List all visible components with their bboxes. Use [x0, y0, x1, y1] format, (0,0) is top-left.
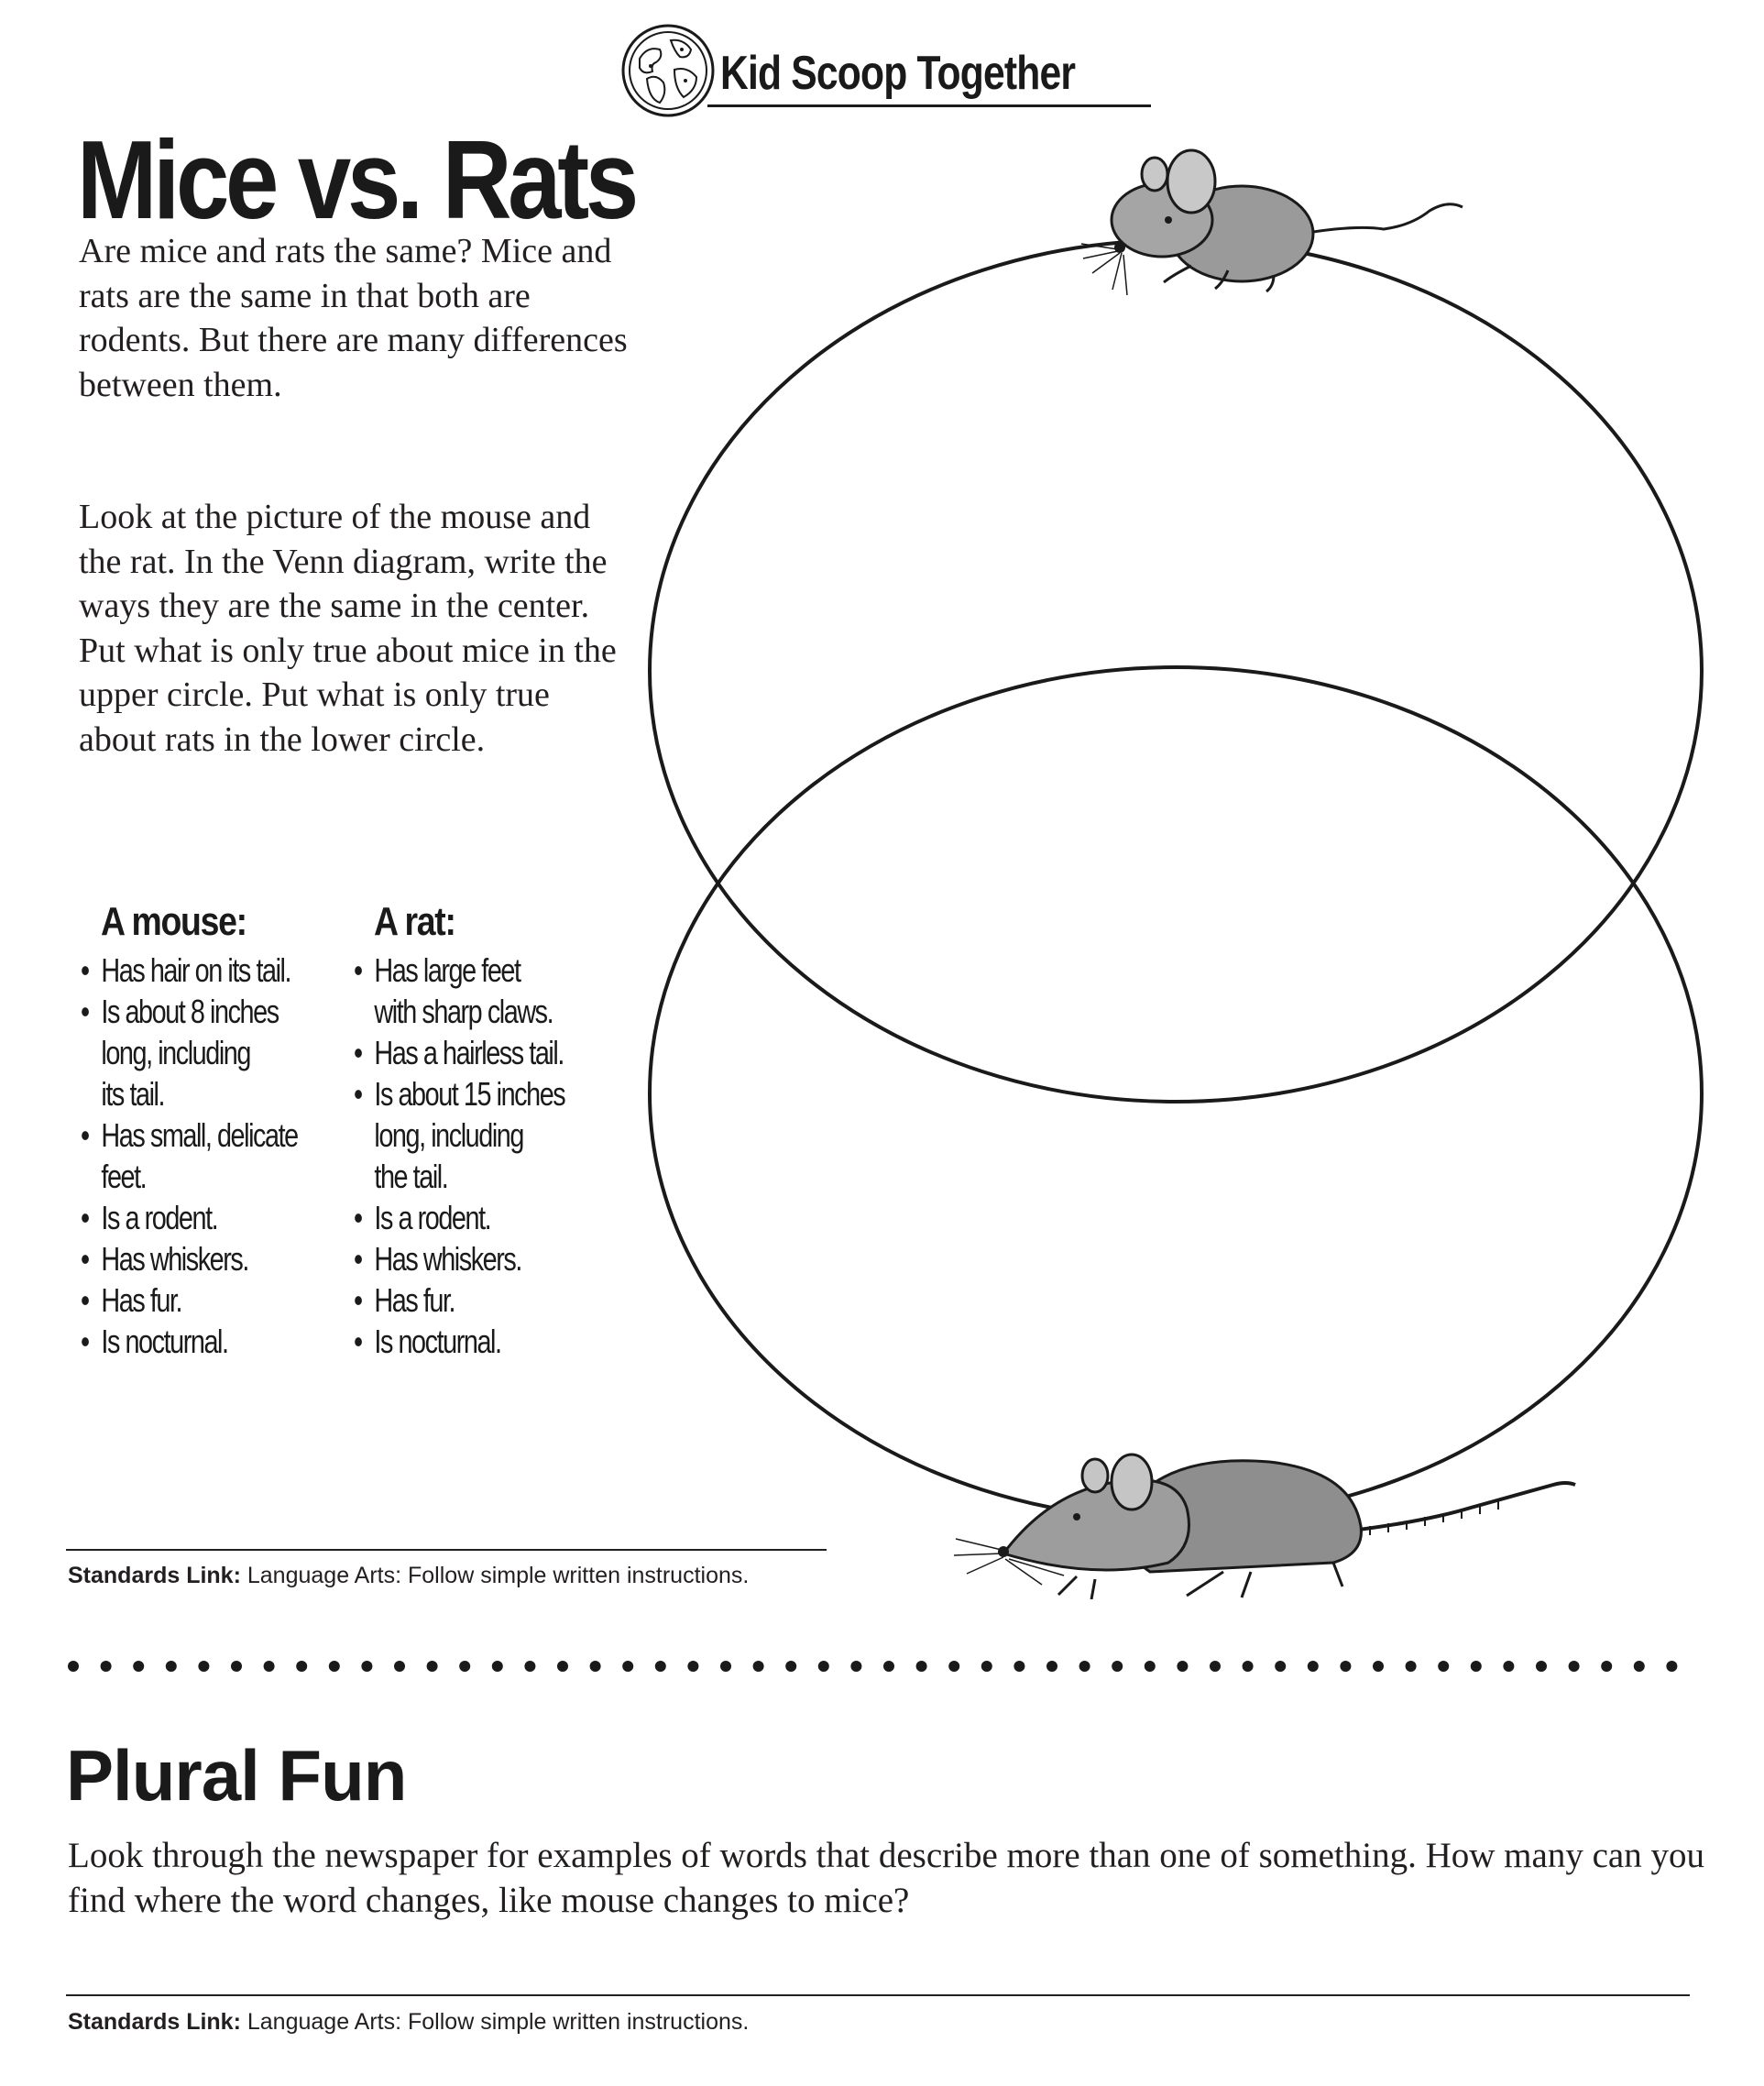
list-item-continued: long, including [101, 1034, 250, 1071]
divider-dot [296, 1661, 307, 1672]
divider-dot [459, 1661, 470, 1672]
list-item: • Has whiskers. [354, 1238, 564, 1279]
divider-dot [264, 1661, 275, 1672]
list-item: • Has a hairless tail. [354, 1032, 564, 1073]
dotted-divider [66, 1655, 1697, 1677]
list-item: • Is nocturnal. [81, 1321, 298, 1362]
mouse-illustration [1054, 128, 1466, 312]
rat-facts [354, 898, 618, 1362]
standards-rule [66, 1994, 1690, 1996]
standards-link [68, 1563, 749, 1589]
mouse-fact-list [81, 950, 352, 1362]
globe-faces-icon [619, 22, 717, 119]
standards-link [68, 2009, 749, 2036]
lower-circle-rats[interactable] [650, 667, 1702, 1520]
intro-paragraph: Are mice and rats the same? Mice and rats are the same in that both are rodents. But there are many differences between them. [79, 232, 628, 404]
list-item-continued: feet. [101, 1158, 147, 1195]
rat-illustration [948, 1416, 1581, 1599]
divider-dot [948, 1661, 959, 1672]
divider-dot [394, 1661, 405, 1672]
divider-dot [655, 1661, 666, 1672]
standards-text: Language Arts: Follow simple written instructions. [240, 1563, 750, 1588]
list-item: • Is a rodent. [354, 1197, 564, 1238]
list-item: • Has hair on its tail. [81, 950, 298, 991]
divider-dot [68, 1661, 79, 1672]
venn-diagram [641, 238, 1714, 1521]
divider-dot [850, 1661, 861, 1672]
divider-dot [1406, 1661, 1417, 1672]
divider-dot [1145, 1661, 1156, 1672]
divider-dot [1013, 1661, 1024, 1672]
divider-dot [133, 1661, 144, 1672]
divider-dot [329, 1661, 340, 1672]
list-item: • Has fur. [354, 1279, 564, 1321]
divider-dot [557, 1661, 568, 1672]
divider-dot [1079, 1661, 1090, 1672]
divider-dot [1438, 1661, 1449, 1672]
divider-dot [231, 1661, 242, 1672]
divider-dot [1308, 1661, 1319, 1672]
divider-dot [1503, 1661, 1514, 1672]
divider-dot [818, 1661, 829, 1672]
plural-fun-title: Plural Fun [66, 1735, 407, 1816]
list-item: • Has whiskers. [81, 1238, 298, 1279]
standards-text: Language Arts: Follow simple written instructions. [240, 2009, 750, 2035]
divider-dot [1243, 1661, 1254, 1672]
divider-dot [1536, 1661, 1547, 1672]
divider-dot [101, 1661, 112, 1672]
list-item: • Is about 8 inches [81, 991, 298, 1032]
page-title: Mice vs. Rats [77, 117, 635, 242]
mouse-facts [81, 898, 352, 1362]
divider-dot [1666, 1661, 1677, 1672]
divider-dot [1275, 1661, 1286, 1672]
divider-dot [687, 1661, 698, 1672]
divider-dot [883, 1661, 894, 1672]
divider-dot [1634, 1661, 1645, 1672]
list-item: • Has large feet [354, 950, 564, 991]
list-item-continued: the tail. [374, 1158, 448, 1195]
instructions-paragraph: Look at the picture of the mouse and the rat. In the Venn diagram, write the ways they are the same in the center. Put what is only true about mice in the upper circle. Put what is only true about rats in the lower circle. [79, 498, 617, 759]
divider-dot [1112, 1661, 1123, 1672]
plural-fun-body: Look through the newspaper for examples of words that describe more than one of something. How many can you find where the word changes, like mouse changes to mice? [68, 1836, 1704, 1920]
list-item: • Has fur. [81, 1279, 298, 1321]
divider-dot [1210, 1661, 1221, 1672]
divider-dot [1569, 1661, 1580, 1672]
list-item-continued: with sharp claws. [374, 993, 553, 1030]
divider-dot [427, 1661, 438, 1672]
divider-dot [361, 1661, 372, 1672]
standards-label: Standards Link: [68, 1563, 241, 1588]
list-item: • Has small, delicate [81, 1114, 298, 1156]
divider-dot [1340, 1661, 1351, 1672]
divider-dot [166, 1661, 177, 1672]
divider-dot [198, 1661, 209, 1672]
divider-dot [916, 1661, 927, 1672]
divider-dot [622, 1661, 633, 1672]
divider-dot [785, 1661, 796, 1672]
divider-dot [753, 1661, 764, 1672]
standards-rule [66, 1549, 827, 1551]
list-item-continued: its tail. [101, 1075, 165, 1113]
list-item: • Is about 15 inches [354, 1073, 564, 1114]
divider-dot [1046, 1661, 1057, 1672]
mouse-heading: A mouse: [101, 899, 247, 944]
divider-dot [1601, 1661, 1612, 1672]
divider-dot [720, 1661, 731, 1672]
list-item: • Is nocturnal. [354, 1321, 564, 1362]
brand-name: Kid Scoop Together [720, 47, 1076, 100]
kid-scoop-logo [619, 22, 1151, 123]
divider-dot [1177, 1661, 1188, 1672]
list-item-continued: long, including [374, 1116, 523, 1154]
upper-circle-mice[interactable] [650, 240, 1702, 1102]
divider-dot [981, 1661, 992, 1672]
divider-dot [524, 1661, 535, 1672]
list-item: • Is a rodent. [81, 1197, 298, 1238]
logo-underline [707, 104, 1151, 107]
divider-dot [1373, 1661, 1384, 1672]
divider-dot [492, 1661, 503, 1672]
standards-label: Standards Link: [68, 2009, 241, 2035]
divider-dot [590, 1661, 601, 1672]
rat-heading: A rat: [374, 899, 455, 944]
divider-dot [1471, 1661, 1482, 1672]
rat-fact-list [354, 950, 618, 1362]
